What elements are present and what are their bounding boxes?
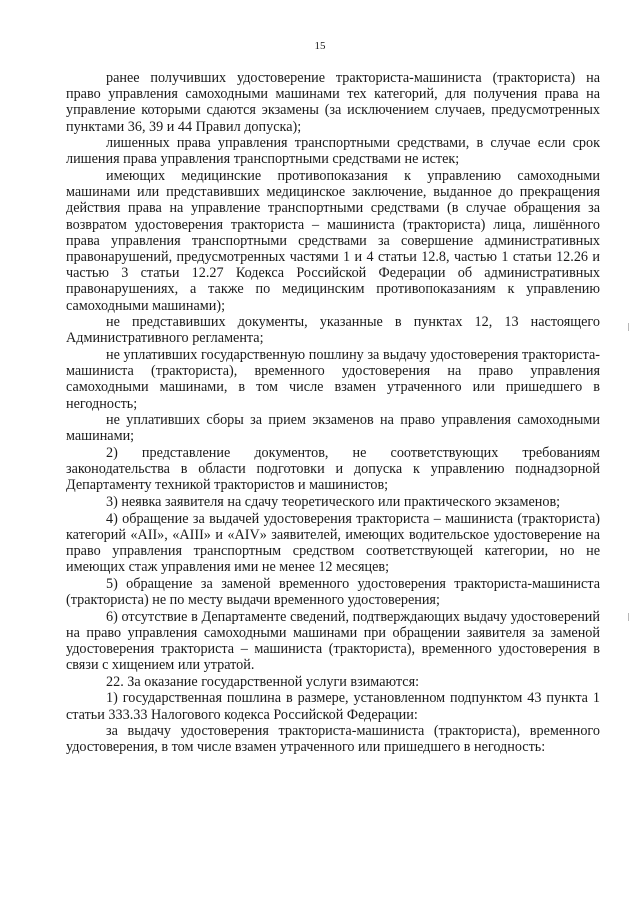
paragraph: за выдачу удостоверения тракториста-машиниста (тракториста), временного удостоверения, в том числе взамен утраченного или пришедшего в негодность:: [66, 723, 600, 756]
paragraph: 4) обращение за выдачей удостоверения тракториста – машиниста (тракториста) категорий «AII», «AIII» и «AIV» заявителей, имеющих водительское удостоверение на право управления транспортным средством соответствующей категории, но не имеющих стаж управления ими не менее 12 месяцев;: [66, 510, 600, 576]
document-body: [66, 70, 600, 756]
paragraph: не уплативших сборы за прием экзаменов на право управления самоходными машинами;: [66, 412, 600, 445]
paragraph: 5) обращение за заменой временного удостоверения тракториста-машиниста (тракториста) не по месту выдачи временного удостоверения;: [66, 575, 600, 609]
paragraph: 2) представление документов, не соответствующих требованиям законодательства в области подготовки и допуска к управлению поднадзорной Департаменту техникой трактористов и машинистов;: [66, 445, 600, 494]
paragraph: не уплативших государственную пошлину за выдачу удостоверения тракториста-машиниста (тракториста), временного удостоверения на право управления самоходными машинами, в том числе взамен утраченного или пришедшего в негодность;: [66, 347, 600, 412]
scan-margin-mark: [628, 323, 629, 331]
page-number: 15: [314, 40, 326, 52]
scan-margin-mark: [628, 613, 629, 621]
paragraph: лишенных права управления транспортными средствами, в случае если срок лишения права управления транспортными средствами не истек;: [66, 135, 600, 168]
paragraph: 22. За оказание государственной услуги взимаются:: [106, 673, 420, 690]
paragraph: имеющих медицинские противопоказания к управлению самоходными машинами или представивших медицинское заключение, выданное до прекращения действия права на управление транспортными средствами (в случае обращения за возвратом удостоверения тракториста – машиниста (тракториста) лица, лишённого права управления транспортными средствами за совершение административных правонарушений, предусмотренных частями 1 и 4 статьи 12.8, частью 1 статьи 12.26 и частью 3 статьи 12.27 Кодекса Российской Федерации об административных правонарушениях, а также по медицинским противопоказаниям к управлению самоходными машинами);: [66, 168, 600, 314]
paragraph: 3) неявка заявителя на сдачу теоретического или практического экзаменов;: [106, 494, 561, 511]
paragraph: 1) государственная пошлина в размере, установленном подпунктом 43 пункта 1 статьи 333.33 Налогового кодекса Российской Федерации:: [66, 690, 600, 723]
paragraph: не представивших документы, указанные в пунктах 12, 13 настоящего Административного регламента;: [66, 314, 600, 347]
paragraph: ранее получивших удостоверение тракториста-машиниста (тракториста) на право управления самоходными машинами тех категорий, для получения права на управление которыми сдаются экзамены (за исключением случаев, предусмотренных пунктами 36, 39 и 44 Правил допуска);: [66, 70, 600, 135]
paragraph: 6) отсутствие в Департаменте сведений, подтверждающих выдачу удостоверений на право управления самоходными машинами при обращении заявителя за заменой удостоверения тракториста – машиниста (тракториста), временного удостоверения в связи с хищением или утратой.: [66, 608, 600, 674]
